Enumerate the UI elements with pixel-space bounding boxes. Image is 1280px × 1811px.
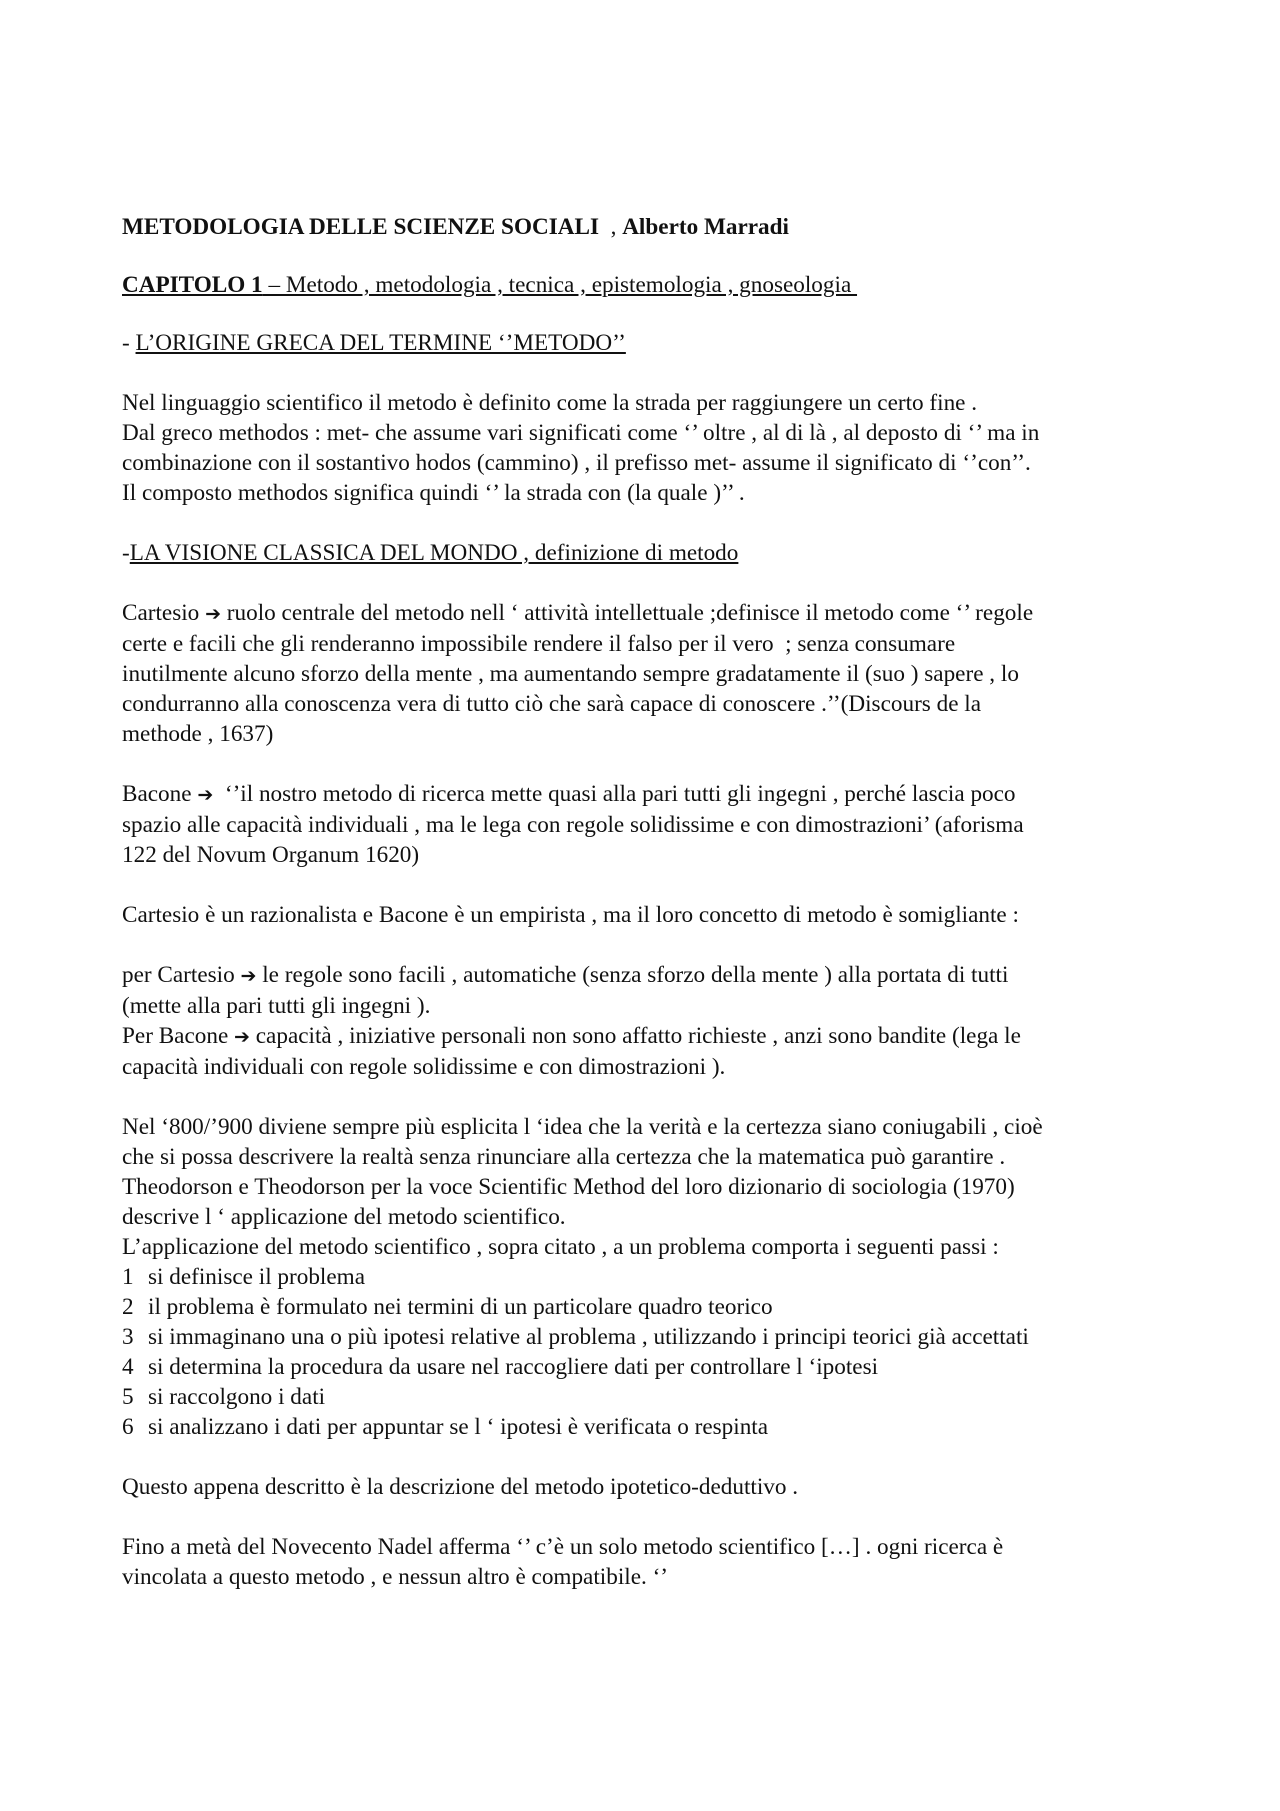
text-line: Theodorson e Theodorson per la voce Scientific Method del loro dizionario di sociologia (1970) <box>122 1174 1015 1200</box>
step-number: 2 <box>122 1294 134 1320</box>
arrow-right-icon: ➔ <box>205 603 221 625</box>
text-run: ruolo centrale del metodo nell ‘ attività intellettuale ;definisce il metodo come ‘’ regole <box>221 600 1034 626</box>
section-prefix: - <box>122 540 130 566</box>
text-line: condurranno alla conoscenza vera di tutto ciò che sarà capace di conoscere .’’(Discours de la <box>122 691 982 717</box>
chapter-label: CAPITOLO 1 <box>122 272 263 298</box>
paragraph-cartesio <box>122 598 1172 749</box>
paragraph-hypothetico-deductive: Questo appena descritto è la descrizione del metodo ipotetico-deduttivo . <box>122 1474 799 1500</box>
section-heading-classical <box>122 538 1172 568</box>
text-line: capacità individuali con regole solidissime e con dimostrazioni ). <box>122 1054 726 1080</box>
text-line <box>122 1021 1172 1052</box>
step-text: si determina la procedura da usare nel raccogliere dati per controllare l ‘ipotesi <box>148 1354 879 1380</box>
text-line: Fino a metà del Novecento Nadel afferma ‘’ c’è un solo metodo scientifico […] . ogni ricerca è <box>122 1534 1004 1560</box>
text-line <box>122 598 1172 629</box>
text-line: certe e facili che gli renderanno impossibile rendere il falso per il vero ; senza consumare <box>122 631 956 657</box>
paragraph-bacone <box>122 779 1172 870</box>
step-text: si definisce il problema <box>148 1264 365 1290</box>
steps-list <box>122 1262 1172 1442</box>
document-body <box>122 212 1172 1622</box>
text-line: inutilmente alcuno sforzo della mente , ma aumentando sempre gradatamente il (suo ) sapere , lo <box>122 661 1019 687</box>
text-line: spazio alle capacità individuali , ma le lega con regole solidissime e con dimostrazioni’ (aforisma <box>122 812 1024 838</box>
arrow-right-icon: ➔ <box>240 965 257 987</box>
list-item <box>122 1262 1172 1292</box>
step-text: si analizzano i dati per appuntar se l ‘ ipotesi è verificata o respinta <box>148 1414 769 1440</box>
text-line: 122 del Novum Organum 1620) <box>122 842 420 868</box>
step-number: 1 <box>122 1264 134 1290</box>
arrow-right-icon: ➔ <box>197 784 214 806</box>
text-run: Per Bacone <box>122 1023 229 1049</box>
author-name: Cartesio <box>122 600 200 626</box>
section-title: L’ORIGINE GRECA DEL TERMINE ‘’METODO’’ <box>135 330 626 356</box>
paragraph-nadel <box>122 1532 1172 1592</box>
list-item <box>122 1412 1172 1442</box>
section-title: LA VISIONE CLASSICA DEL MONDO , definizione di metodo <box>129 540 739 566</box>
text-line: Dal greco methodos : met- che assume vari significati come ‘’ oltre , al di là , al deposto di ‘’ ma in <box>122 420 1040 446</box>
text-run: ‘’il nostro metodo di ricerca mette quasi alla pari tutti gli ingegni , perché lascia poco <box>213 781 1016 807</box>
chapter-heading <box>122 270 1172 300</box>
step-text: si raccolgono i dati <box>148 1384 326 1410</box>
text-line: (mette alla pari tutti gli ingegni ). <box>122 993 431 1019</box>
list-item <box>122 1322 1172 1352</box>
text-run: per Cartesio <box>122 962 235 988</box>
text-line: methode , 1637) <box>122 721 274 747</box>
text-line: Nel ‘800/’900 diviene sempre più esplicita l ‘idea che la verità e la certezza siano coniugabili , cioè <box>122 1114 1043 1140</box>
step-text: il problema è formulato nei termini di un particolare quadro teorico <box>148 1294 773 1320</box>
paragraph-scientific-method <box>122 1112 1172 1262</box>
document-title <box>122 212 1172 242</box>
text-line: L’applicazione del metodo scientifico , sopra citato , a un problema comporta i seguenti passi : <box>122 1234 999 1260</box>
author-name: Bacone <box>122 781 192 807</box>
paragraph-contrast <box>122 960 1172 1082</box>
paragraph-definition <box>122 388 1172 508</box>
text-line: combinazione con il sostantivo hodos (cammino) , il prefisso met- assume il significato di ‘’con’’. <box>122 450 1031 476</box>
step-number: 4 <box>122 1354 134 1380</box>
title-separator: , <box>599 214 623 240</box>
title-author: Alberto Marradi <box>622 214 789 240</box>
section-heading-origin <box>122 328 1172 358</box>
text-run: capacità , iniziative personali non sono affatto richieste , anzi sono bandite (lega le <box>249 1023 1021 1049</box>
step-number: 6 <box>122 1414 134 1440</box>
text-run: le regole sono facili , automatiche (senza sforzo della mente ) alla portata di tutti <box>256 962 1009 988</box>
list-item <box>122 1382 1172 1412</box>
chapter-subtitle: – Metodo , metodologia , tecnica , epistemologia , gnoseologia <box>262 272 858 298</box>
paragraph-comparison: Cartesio è un razionalista e Bacone è un empirista , ma il loro concetto di metodo è somigliante : <box>122 902 1019 928</box>
text-line: che si possa descrivere la realtà senza rinunciare alla certezza che la matematica può garantire . <box>122 1144 1006 1170</box>
step-text: si immaginano una o più ipotesi relative al problema , utilizzando i principi teorici già accettati <box>148 1324 1029 1350</box>
list-item <box>122 1292 1172 1322</box>
title-main: METODOLOGIA DELLE SCIENZE SOCIALI <box>122 214 599 240</box>
text-line <box>122 779 1172 810</box>
list-item <box>122 1352 1172 1382</box>
step-number: 3 <box>122 1324 134 1350</box>
section-prefix: - <box>122 330 136 356</box>
text-line: Nel linguaggio scientifico il metodo è definito come la strada per raggiungere un certo fine . <box>122 390 978 416</box>
step-number: 5 <box>122 1384 134 1410</box>
text-line: vincolata a questo metodo , e nessun altro è compatibile. ‘’ <box>122 1564 669 1590</box>
text-line <box>122 960 1172 991</box>
text-line: descrive l ‘ applicazione del metodo scientifico. <box>122 1204 566 1230</box>
arrow-right-icon: ➔ <box>234 1026 250 1048</box>
text-line: Il composto methodos significa quindi ‘’ la strada con (la quale )’’ . <box>122 480 745 506</box>
